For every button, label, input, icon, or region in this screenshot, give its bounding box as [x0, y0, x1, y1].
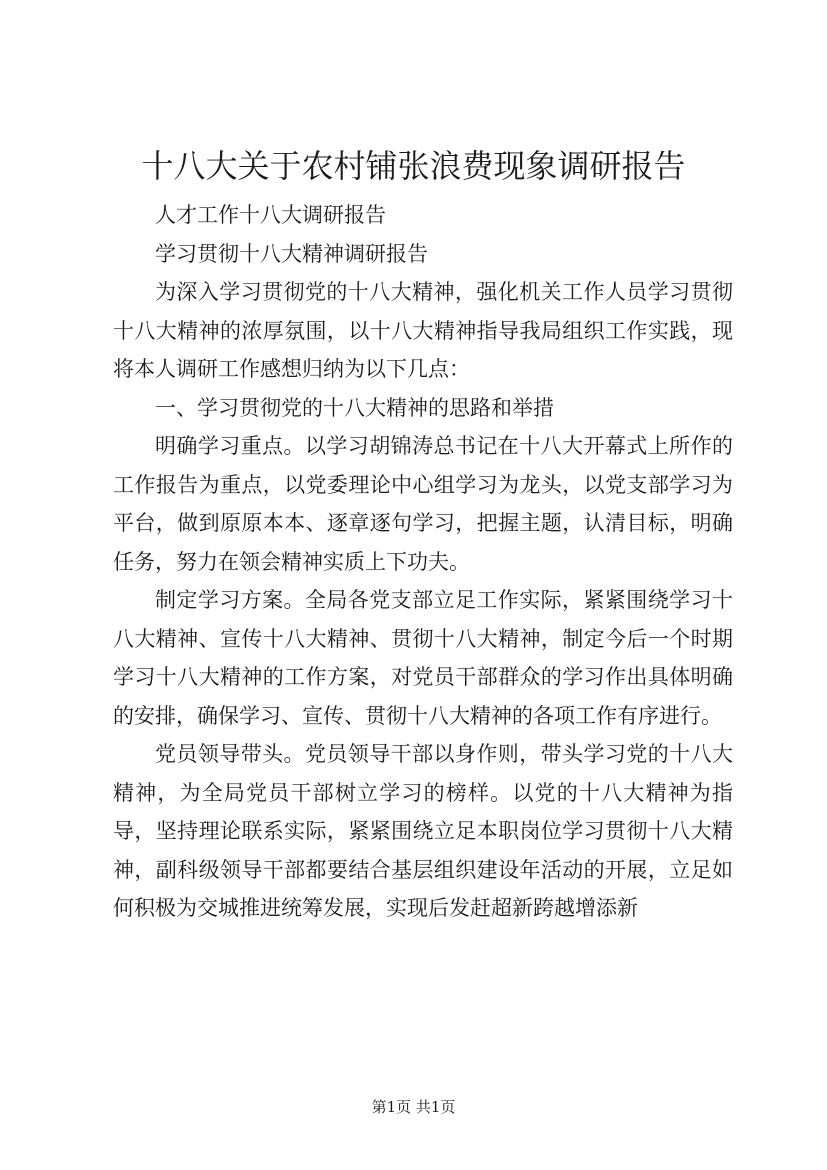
- paragraph-leaders-lead: 党员领导带头。党员领导干部以身作则，带头学习党的十八大精神，为全局党员干部树立学习的榜样。以党的十八大精神为指导，坚持理论联系实际，紧紧围绕立足本职岗位学习贯彻十八大精神，副科级领导干部都要结合基层组织建设年活动的开展，立足如何积极为交城推进统筹发展，实现后发赶超新跨越增添新: [113, 742, 733, 920]
- paragraph-intro: 为深入学习贯彻党的十八大精神，强化机关工作人员学习贯彻十八大精神的浓厚氛围，以十八大精神指导我局组织工作实践，现将本人调研工作感想归纳为以下几点：: [113, 280, 733, 381]
- document-title: 十八大关于农村铺张浪费现象调研报告: [141, 147, 686, 185]
- paragraph-study-focus: 明确学习重点。以学习胡锦涛总书记在十八大开幕式上所作的工作报告为重点，以党委理论中心组学习为龙头，以党支部学习为平台，做到原原本本、逐章逐句学习，把握主题，认清目标，明确任务，努力在领会精神实质上下功夫。: [113, 434, 733, 574]
- section-heading-1: 一、学习贯彻党的十八大精神的思路和举措: [155, 395, 554, 420]
- paragraph-study-plan: 制定学习方案。全局各党支部立足工作实际，紧紧围绕学习十八大精神、宣传十八大精神、贯彻十八大精神，制定今后一个时期学习十八大精神的工作方案，对党员干部群众的学习作出具体明确的安排，确保学习、宣传、贯彻十八大精神的各项工作有序进行。: [113, 588, 733, 728]
- page-footer: 第1页 共1页: [371, 1098, 456, 1116]
- subtitle-talent-report: 人才工作十八大调研报告: [155, 203, 386, 227]
- subtitle-study-report: 学习贯彻十八大精神调研报告: [155, 241, 428, 266]
- document-body: [113, 196, 733, 928]
